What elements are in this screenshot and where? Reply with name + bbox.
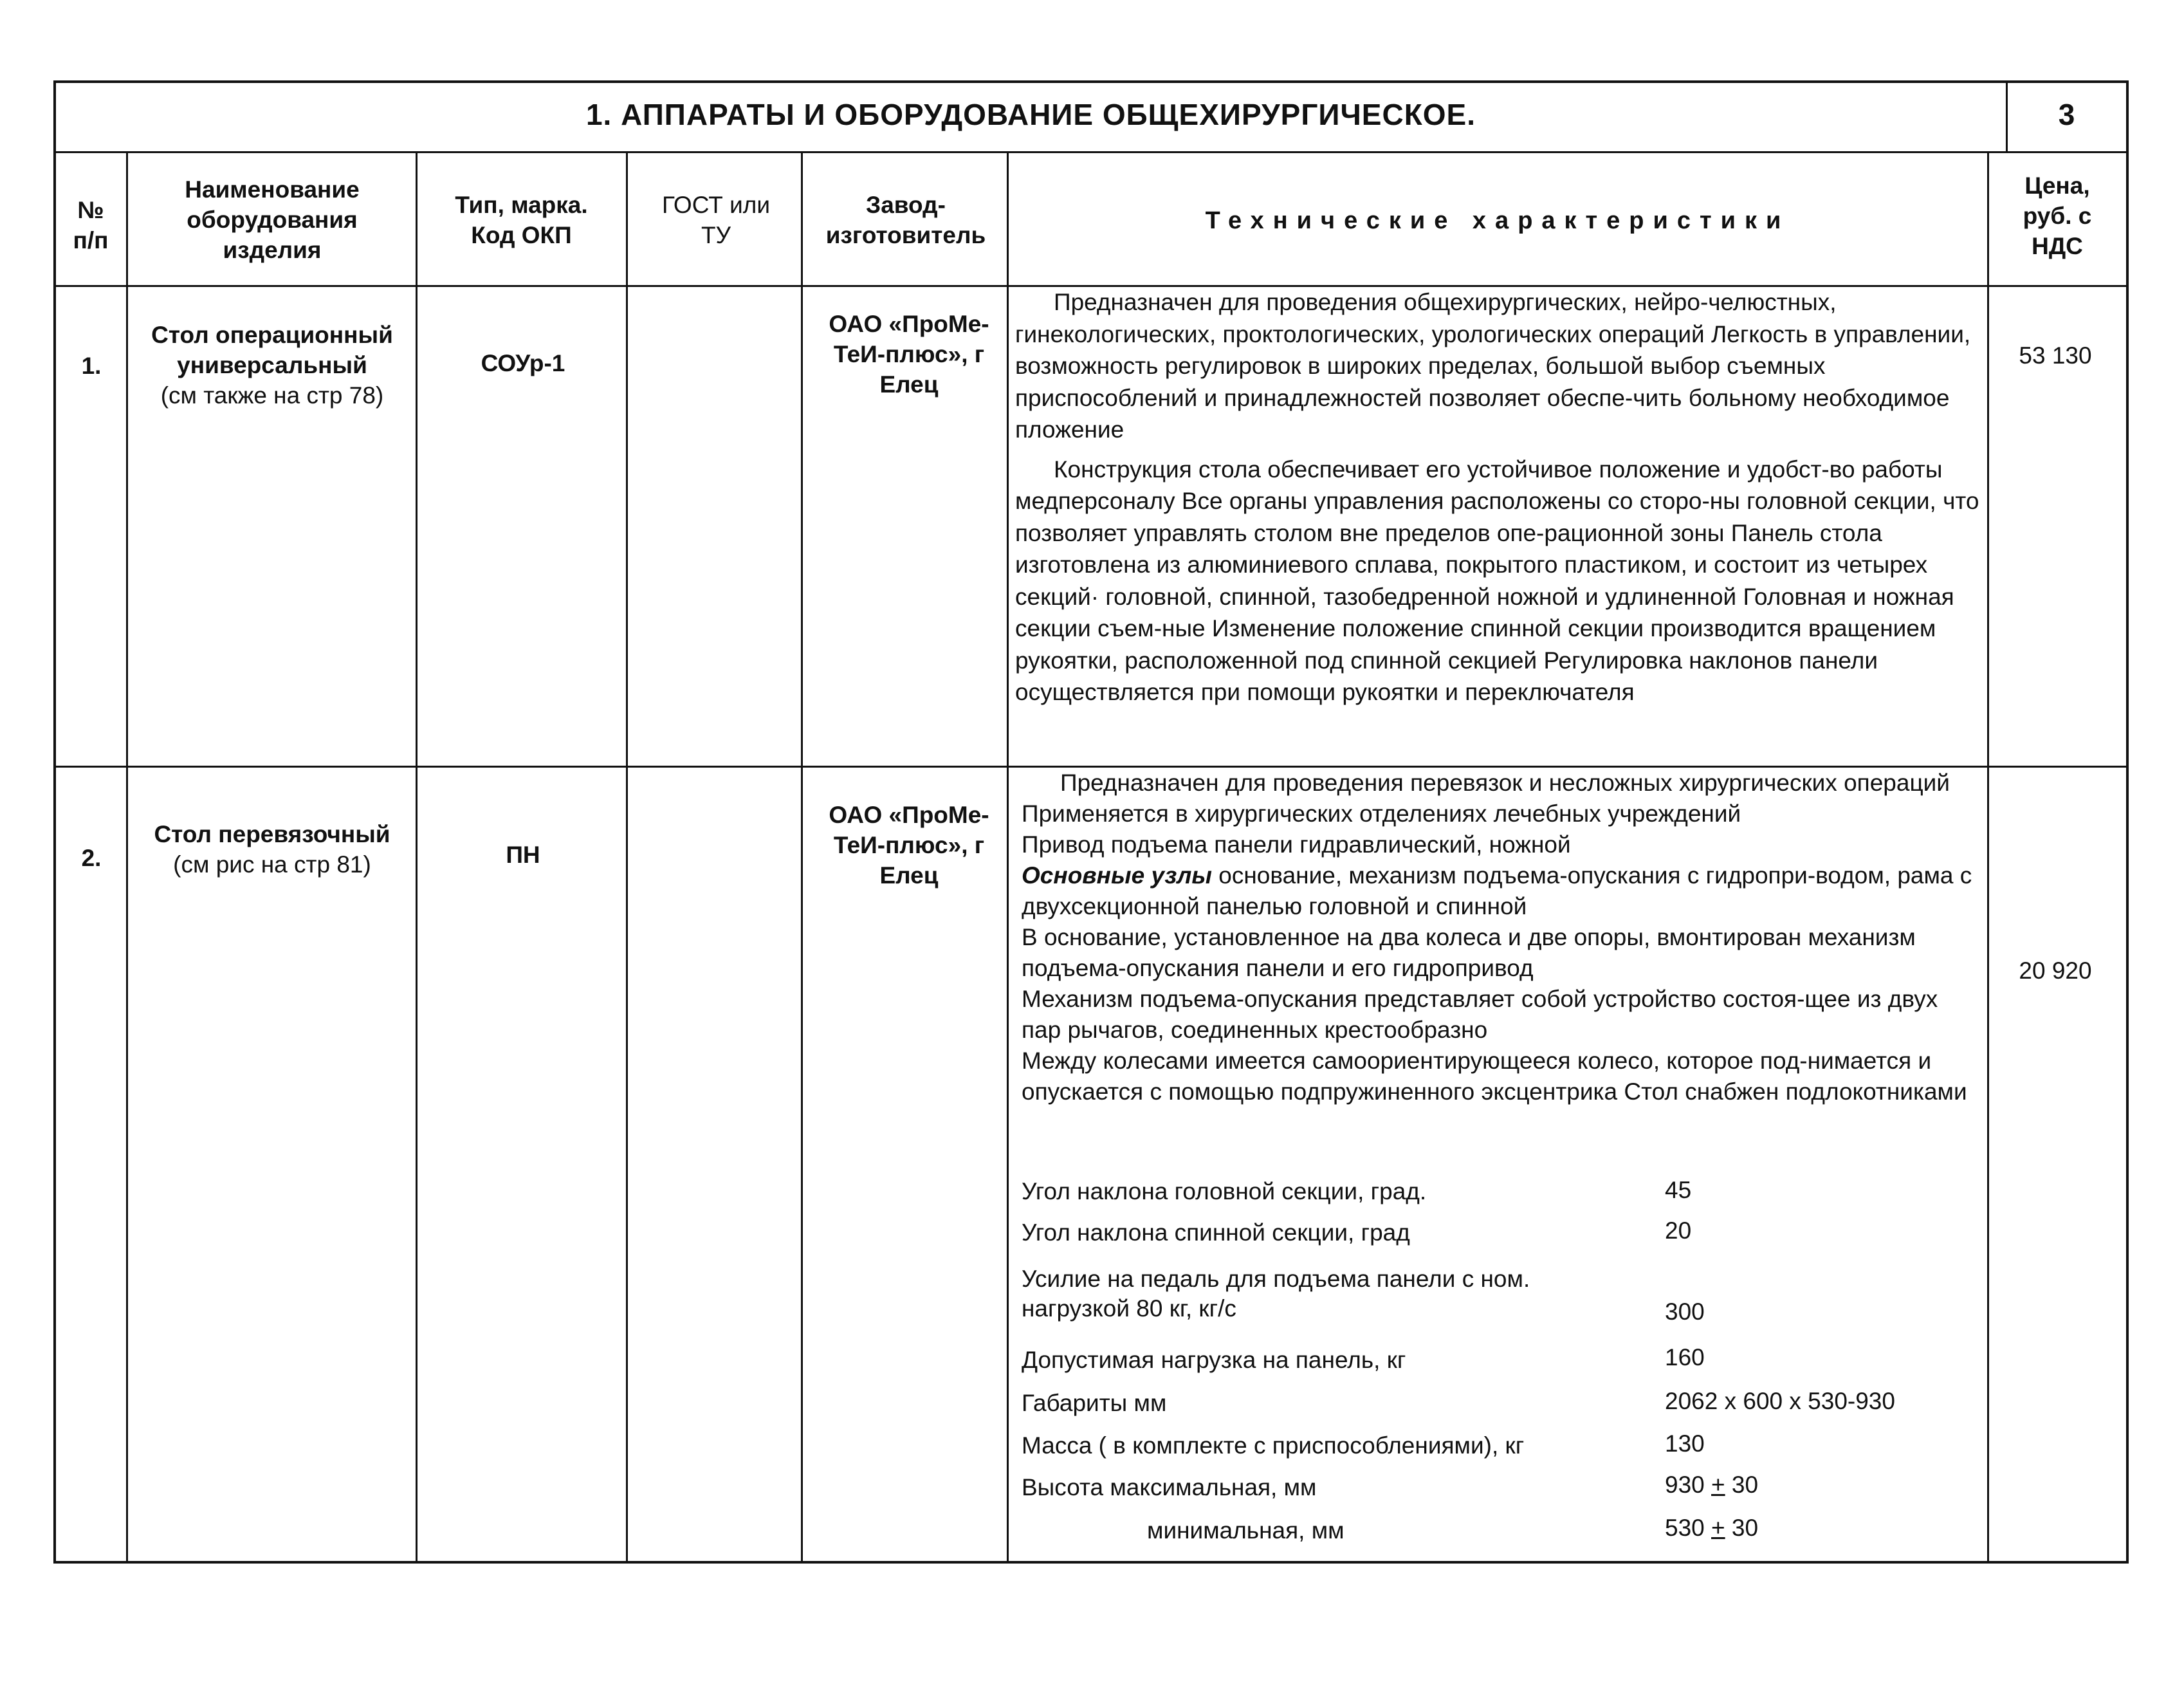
row1-specs-construction: Конструкция стола обеспечивает его устойчивое положение и удобст-во работы медперсоналу Все органы управления расположены со сторо-ны головной секции, что позволяет управлять столом вне пределов опе-рационной зоны Панель стола изготовлена из алюминиевого сплава, покрытого пластиком, и состоит из четырех секций· головной, спинной, тазобедренной ножной и удлиненной Головная и ножная секции съем-ные Изменение положение спинной секции производится вращением рукоятки, расположенной под спинной секцией Регулировка наклонов панели осуществляется при помощи рукоятки и переключателя <box>1015 456 1979 705</box>
row1-name-title: Стол операционный универсальный <box>151 322 393 378</box>
row1-maker: ОАО «ПроМе-ТеИ-плюс», г Елец <box>829 311 989 398</box>
param-value: 2062 x 600 x 530-930 <box>1665 1388 1895 1414</box>
param-value-tail: 30 <box>1725 1472 1759 1498</box>
header-name: Наименование оборудования изделия <box>185 176 360 263</box>
param-value-main: 530 <box>1665 1515 1705 1541</box>
table-border-top <box>53 80 2129 83</box>
row1-price: 53 130 <box>2019 342 2092 369</box>
param-value: 300 <box>1665 1298 1705 1325</box>
param-value <box>1665 1470 1974 1500</box>
row2-specs-wheels: Между колесами имеется самоориентирующееся колесо, которое под-нимается и опускается с помощью подпружиненного эксцентрика Стол снабжен подлокотниками <box>1022 1048 1967 1105</box>
row2-num: 2. <box>81 845 102 871</box>
param-value: 130 <box>1665 1430 1705 1457</box>
row2-specs <box>1022 768 1980 1107</box>
page-title: 1. АППАРАТЫ И ОБОРУДОВАНИЕ ОБЩЕХИРУРГИЧЕСКОЕ. <box>585 98 1476 131</box>
row2-specs-usage: Применяется в хирургических отделениях лечебных учреждений <box>1022 800 1741 827</box>
row2-specs-nodes-label: Основные узлы <box>1022 862 1212 889</box>
param-value: 20 <box>1665 1217 1692 1244</box>
param-label: Габариты мм <box>1022 1390 1167 1416</box>
header-maker: Завод-изготовитель <box>825 192 986 248</box>
param-label: Усилие на педаль для подъема панели с ном. нагрузкой 80 кг, кг/с <box>1022 1266 1530 1322</box>
row2-specs-drive: Привод подъема панели гидравлический, ножной <box>1022 831 1571 858</box>
col-divider-num <box>126 151 128 1564</box>
table-border-bottom <box>53 1561 2129 1564</box>
param-value: 160 <box>1665 1344 1705 1371</box>
table-border-left <box>53 80 56 1564</box>
param-label: Угол наклона головной секции, град. <box>1022 1178 1427 1204</box>
plus-minus-sign: + <box>1711 1472 1725 1498</box>
page-number: 3 <box>2058 98 2076 131</box>
row2-name-note: (см рис на стр 81) <box>173 851 371 878</box>
header-price: Цена, руб. с НДС <box>2023 172 2092 259</box>
row2-specs-nodes <box>1022 860 1980 922</box>
param-value: 45 <box>1665 1177 1692 1203</box>
param-label: Угол наклона спинной секции, град <box>1022 1219 1410 1246</box>
param-label: Высота максимальная, мм <box>1022 1474 1317 1500</box>
header-gost: ГОСТ или ТУ <box>661 192 771 248</box>
row2-specs-base: В основание, установленное на два колеса и две опоры, вмонтирован механизм подъема-опускания панели и его гидропривод <box>1022 924 1916 981</box>
header-num: № п/п <box>73 197 109 254</box>
header-type: Тип, марка. Код ОКП <box>455 192 588 248</box>
table-border-right <box>2126 80 2129 1564</box>
row2-maker: ОАО «ПроМе-ТеИ-плюс», г Елец <box>829 802 989 889</box>
row1-specs <box>1015 286 1980 708</box>
header-specs: Технические характеристики <box>1205 207 1790 234</box>
row2-price: 20 920 <box>2019 957 2092 984</box>
col-divider-type <box>626 151 628 1564</box>
row1-name-note: (см также на стр 78) <box>160 382 384 409</box>
param-value <box>1665 1513 1974 1543</box>
row2-name-title: Стол перевязочный <box>154 821 390 847</box>
row2-specs-purpose: Предназначен для проведения перевязок и несложных хирургических операций <box>1060 770 1950 796</box>
row2-name <box>133 819 411 880</box>
param-value-tail: 30 <box>1725 1515 1759 1541</box>
title-row-separator <box>53 151 2129 153</box>
param-label: Допустимая нагрузка на панель, кг <box>1022 1347 1406 1373</box>
param-value-main: 930 <box>1665 1472 1705 1498</box>
price-list-table <box>53 80 2129 1564</box>
param-label: Масса ( в комплекте с приспособлениями), кг <box>1022 1432 1525 1459</box>
row1-specs-purpose: Предназначен для проведения общехирургических, нейро-челюстных, гинекологических, проктологических, урологических операций Легкость в управлении, возможность регулировок в широких пределах, большой выбор съемных приспособлений и принадлежностей позволяет обеспе-чить больному необходимое пложение <box>1015 289 1971 443</box>
row1-num: 1. <box>81 353 102 379</box>
plus-minus-sign: + <box>1711 1515 1725 1541</box>
col-divider-specs <box>1987 151 1989 1564</box>
row1-name <box>133 320 411 411</box>
col-divider-gost <box>801 151 803 1564</box>
row2-specs-mechanism: Механизм подъема-опускания представляет собой устройство состоя-щее из двух пар рычагов, соединенных крестообразно <box>1022 986 1938 1043</box>
param-label: минимальная, мм <box>1147 1517 1344 1544</box>
row2-type: ПН <box>506 842 540 868</box>
row2-specs-nodes-text: основание, механизм подъема-опускания с гидропри-водом, рама с двухсекционной панелью головной и спинной <box>1022 862 1972 919</box>
col-divider-name <box>416 151 418 1564</box>
col-divider-maker <box>1007 151 1009 1564</box>
row1-type: СОУр-1 <box>481 350 565 376</box>
